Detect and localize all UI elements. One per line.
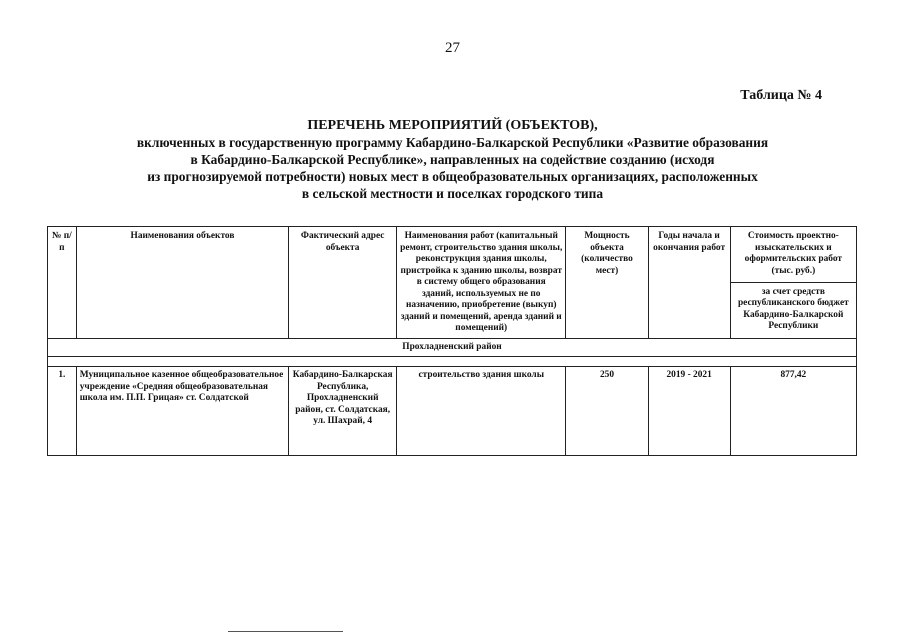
title-line-5: в сельской местности и поселках городского типа	[301, 186, 604, 201]
title-line-2: включенных в государственную программу Кабардино-Балкарской Республики «Развитие образования	[136, 135, 769, 150]
header-capacity: Мощность объекта (количество мест)	[566, 227, 648, 339]
cell-object-name: Муниципальное казенное общеобразовательное учреждение «Средняя общеобразовательная школа им. П.П. Грицая» ст. Солдатской	[76, 367, 289, 456]
footer-divider	[228, 631, 343, 632]
header-works: Наименования работ (капитальный ремонт, строительство здания школы, реконструкция здания школы, пристройка к зданию школы, возврат в систему общего образования зданий, используемых не по назначению, приобретение (выкуп) зданий и помещений, аренда зданий и помещений)	[397, 227, 566, 339]
cell-num: 1.	[48, 367, 77, 456]
district-name: Прохладненский район	[48, 338, 857, 357]
cell-works: строительство здания школы	[397, 367, 566, 456]
header-name: Наименования объектов	[76, 227, 289, 339]
header-cost: Стоимость проектно-изыскательских и оформительских работ (тыс. руб.)	[730, 227, 856, 283]
table-label: Таблица № 4	[740, 88, 822, 103]
cell-years: 2019 - 2021	[648, 367, 730, 456]
table-row	[48, 367, 857, 456]
header-years: Годы начала и окончания работ	[648, 227, 730, 339]
row-spacer	[48, 357, 857, 367]
district-row	[48, 338, 857, 357]
table-header-row	[48, 227, 857, 283]
header-cost-source: за счет средств республиканского бюджет Кабардино-Балкарской Республики	[730, 282, 856, 338]
title-line-3: в Кабардино-Балкарской Республике», направленных на содействие созданию (исходя	[190, 152, 715, 167]
document-title	[30, 117, 875, 202]
title-line-1: ПЕРЕЧЕНЬ МЕРОПРИЯТИЙ (ОБЪЕКТОВ),	[307, 118, 598, 133]
cell-capacity: 250	[566, 367, 648, 456]
header-num: № п/п	[48, 227, 77, 339]
page-number: 27	[445, 40, 460, 56]
title-line-4: из прогнозируемой потребности) новых мест в общеобразовательных организациях, расположенных	[147, 169, 758, 184]
events-table	[47, 226, 857, 456]
header-address: Фактический адрес объекта	[289, 227, 397, 339]
cell-cost: 877,42	[730, 367, 856, 456]
cell-address: Кабардино-Балкарская Республика, Прохладненский район, ст. Солдатская, ул. Шахрай, 4	[289, 367, 397, 456]
